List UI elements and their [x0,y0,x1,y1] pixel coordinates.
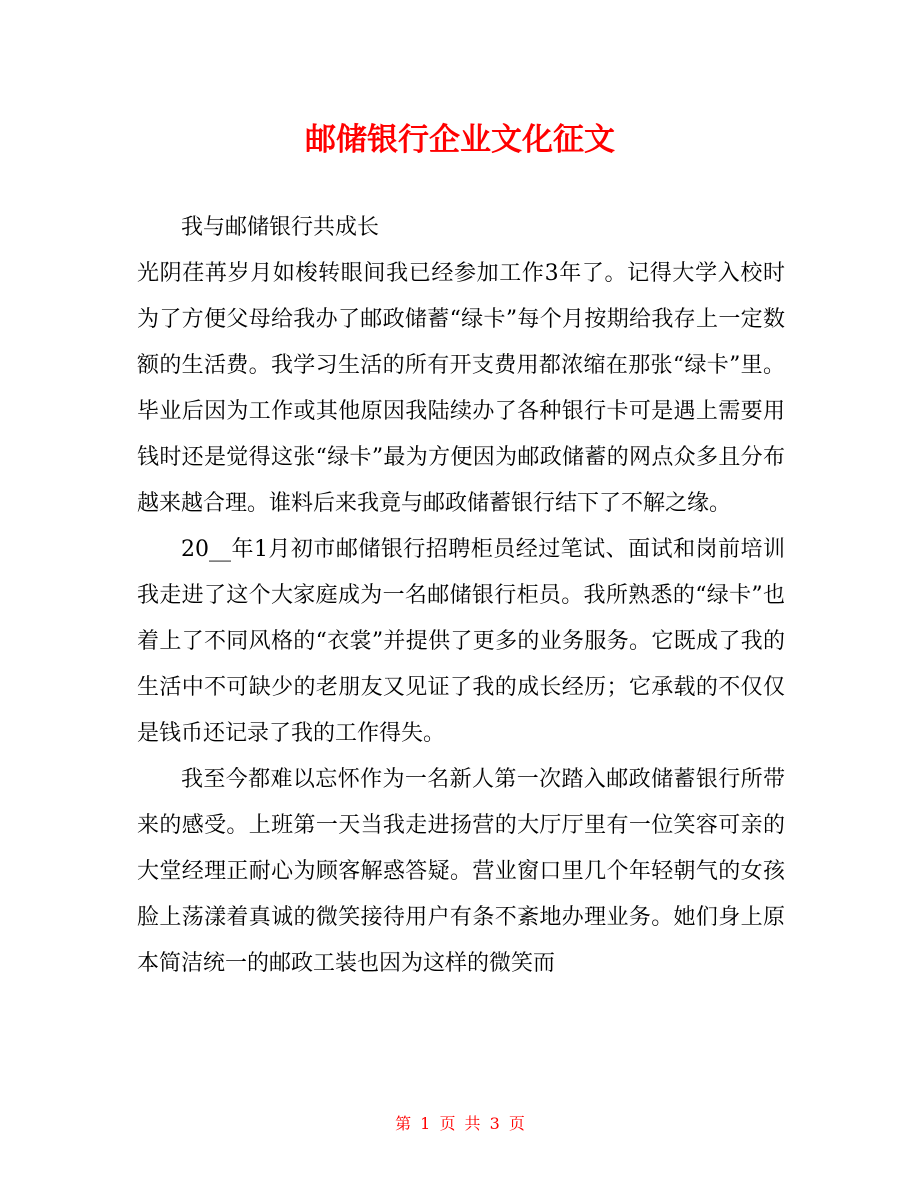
paragraph-3: 我至今都难以忘怀作为一名新人第一次踏入邮政储蓄银行所带来的感受。上班第一天当我走进扬营的大厅厅里有一位笑容可亲的大堂经理正耐心为顾客解惑答疑。营业窗口里几个年轻朝气的女孩脸上荡漾着真诚的微笑接待用户有条不紊地办理业务。她们身上原本简洁统一的邮政工装也因为这样的微笑而 [137,767,785,976]
subtitle: 我与邮储银行共成长 [181,215,380,240]
paragraph-2: 20__年1月初市邮储银行招聘柜员经过笔试、面试和岗前培训我走进了这个大家庭成为一名邮储银行柜员。我所熟悉的“绿卡”也着上了不同风格的“衣裳”并提供了更多的业务服务。它既成了我的生活中不可缺少的老朋友又见证了我的成长经历；它承载的不仅仅是钱币还记录了我的工作得失。 [137,537,785,746]
page-number-footer: 第 1 页 共 3 页 [395,1114,525,1133]
paragraph-1: 光阴荏苒岁月如梭转眼间我已经参加工作3年了。记得大学入校时为了方便父母给我办了邮政储蓄“绿卡”每个月按期给我存上一定数额的生活费。我学习生活的所有开支费用都浓缩在那张“绿卡”里。毕业后因为工作或其他原因我陆续办了各种银行卡可是遇上需要用钱时还是觉得这张“绿卡”最为方便因为邮政储蓄的网点众多且分布越来越合理。谁料后来我竟与邮政储蓄银行结下了不解之缘。 [137,261,785,516]
document-title: 邮储银行企业文化征文 [305,122,615,158]
document-body [137,205,785,987]
